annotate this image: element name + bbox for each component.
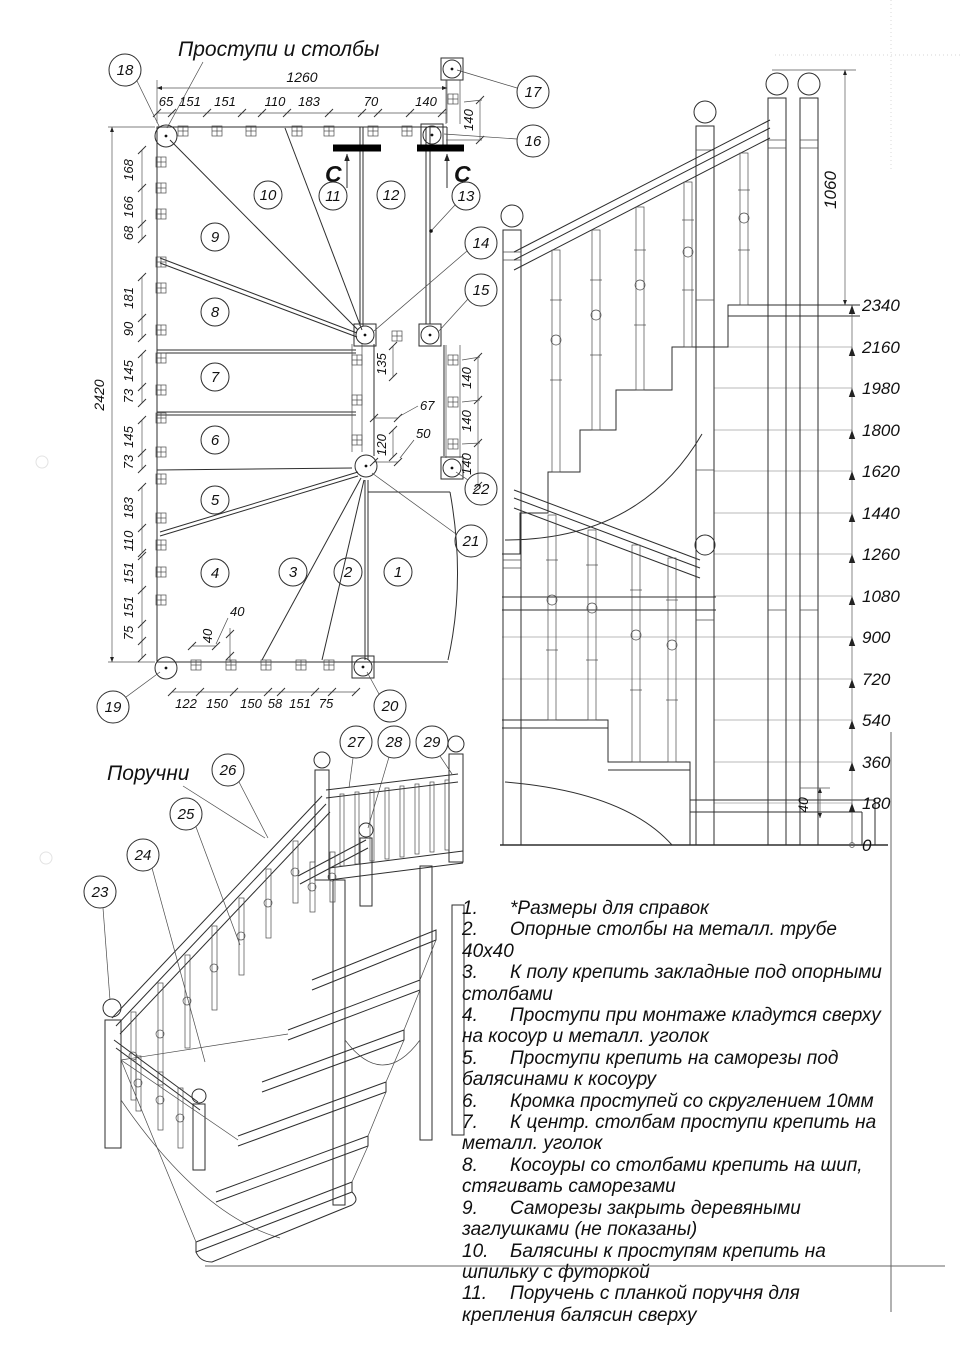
svg-text:23: 23 [91,884,109,901]
note-number: 9. [462,1197,478,1219]
note-text: К центр. столбам проступи крепить на металл. уголок [462,1112,877,1155]
center-post [694,101,716,845]
dim-label: 151 [214,94,236,109]
level-label: 180 [862,794,891,813]
elevation-view [500,70,900,855]
svg-text:18: 18 [116,62,134,79]
elevation-balusters [546,153,750,762]
note-number: 5. [462,1047,478,1069]
svg-text:22: 22 [472,481,490,498]
dim-label: 40 [200,628,215,644]
level-label: 1800 [862,421,900,440]
elevation-lower-steps [500,597,888,845]
level-label: 1980 [862,379,900,398]
step-number: 7 [210,369,220,386]
dim-left [91,127,155,662]
dim-label: 150 [206,696,228,711]
dim-label: 58 [267,696,283,711]
section-letter-right: С [454,161,471,187]
dim-label: 145 [121,426,136,448]
note-text: *Размеры для справок [510,898,710,919]
main-handrail [112,796,330,1034]
note-text: Кромка проступей со скруглением 10мм [510,1090,874,1112]
level-label: 2340 [862,296,900,315]
svg-text:21: 21 [462,533,480,550]
plan-title: Проступи и столбы [178,38,380,61]
note-item [462,1155,892,1198]
note-number: 2. [462,919,478,941]
svg-text:15: 15 [472,282,490,299]
svg-text:28: 28 [385,734,403,751]
note-text: Балясины к проступям крепить на шпильку с футоркой [462,1240,826,1283]
note-number: 10. [462,1240,489,1262]
note-item [462,1283,892,1326]
dim-label: 110 [264,94,286,109]
dim-label: 168 [121,159,136,181]
svg-text:26: 26 [219,762,237,779]
callout-27 [340,726,372,788]
elevation-handrails [514,120,770,578]
note-number: 3. [462,962,478,984]
step-number: 6 [210,432,220,449]
perspective-posts [103,736,464,1238]
note-item [462,1048,892,1091]
note-text: Косоуры со столбами крепить на шип, стягивать саморезами [462,1154,863,1198]
elevation-posts [501,73,820,845]
level-ladder [849,296,901,855]
svg-text:20: 20 [381,698,399,715]
step-number: 13 [457,188,475,205]
note-number: 8. [462,1154,478,1176]
note-text: Поручень с планкой поручня для крепления балясин сверху [462,1283,800,1326]
note-item [462,1005,892,1048]
perspective-view [84,726,464,1262]
note-text: Опорные столбы на металл. трубе 40х40 [462,919,837,962]
level-label: 900 [862,628,891,647]
dim-label: 151 [121,596,136,618]
callout-21 [372,473,487,557]
plan-view [91,38,549,723]
dim-label: 65 [158,94,174,109]
step-number: 5 [210,492,220,509]
svg-text:29: 29 [423,734,441,751]
note-text: Проступи крепить на саморезы под балясинами к косоуру [462,1047,839,1091]
svg-text:27: 27 [347,734,365,751]
section-marks [325,148,471,188]
dim-1260: 1260 [286,69,318,85]
svg-text:25: 25 [177,806,195,823]
dim-label: 151 [179,94,201,109]
step-number: 2 [343,564,353,581]
callout-22 [456,472,497,505]
step-number: 11 [325,188,341,205]
callout-24 [127,839,205,1062]
note-number: 1. [462,898,478,919]
dim-label: 166 [121,196,136,218]
dim-label: 183 [298,94,320,109]
dim-label: 50 [416,426,431,441]
dim-label: 68 [121,225,136,241]
step-number: 10 [259,187,277,204]
dim-label: 75 [121,625,136,641]
dim-label: 73 [121,454,136,470]
svg-text:19: 19 [104,699,122,716]
note-text: Проступи при монтаже кладутся сверху на косоур и металл. уголок [462,1005,881,1048]
level-label: 2160 [862,338,900,357]
dim-label: 73 [121,388,136,404]
callout-29 [416,726,452,774]
step-number: 9 [210,229,220,246]
svg-text:24: 24 [134,847,152,864]
note-item [462,1112,892,1155]
dim-label: 140 [459,367,474,389]
note-item [462,1241,892,1284]
dim-label: 150 [240,696,262,711]
note-number: 4. [462,1005,478,1027]
dim-label: 181 [121,287,136,309]
dim-label: 75 [318,696,334,711]
step-number: 4 [210,565,220,582]
note-number: 11. [462,1283,488,1305]
note-number: 6. [462,1090,478,1112]
step-number: 8 [210,304,220,321]
note-text: К полу крепить закладные под опорными столбами [462,962,882,1005]
callout-23 [84,876,116,1000]
mid-handrail [298,840,368,884]
callout-17 [457,70,549,108]
plan-outline [157,127,458,662]
dim-label: 151 [289,696,311,711]
step-number: 1 [393,564,403,581]
callout-15 [438,274,497,332]
note-item [462,962,892,1005]
dim-well [188,342,435,662]
level-label: 1080 [862,587,900,606]
callout-26 [212,754,268,838]
level-label: 0 [862,836,872,855]
callout-20 [367,672,406,722]
dim-label: 183 [121,497,136,519]
note-item [462,1091,892,1112]
note-item [462,898,892,919]
landing-post-2 [798,73,820,845]
svg-text:16: 16 [524,133,542,150]
dim-2420: 2420 [91,379,107,411]
dim-label: 122 [175,696,197,711]
dim-label: 140 [461,109,476,131]
dim-label: 67 [420,398,435,413]
dim-label: 140 [415,94,437,109]
dim-label: 140 [459,410,474,432]
perspective-title: Поручни [107,762,190,785]
dim-label: 140 [459,453,474,475]
svg-text:17: 17 [524,84,542,101]
callout-16 [444,125,549,157]
level-label: 720 [862,670,891,689]
svg-text:40: 40 [795,797,811,813]
dim-label: 120 [374,434,389,456]
note-item [462,1198,892,1241]
platform-handrail [326,774,463,880]
note-item [462,919,892,962]
svg-text:1060: 1060 [821,171,840,209]
note-text: Саморезы закрыть деревяными заглушками (не показаны) [462,1197,801,1241]
level-label: 360 [862,753,891,772]
perspective-steps [121,930,436,1262]
callout-19 [97,672,160,723]
level-label: 1620 [862,462,900,481]
landing-post-1 [766,73,788,845]
plan-posts [155,58,463,679]
dim-label: 40 [230,604,245,619]
plan-step-numbers [201,181,480,587]
callout-18 [109,54,160,128]
step-number: 12 [382,187,400,204]
dim-label: 145 [121,360,136,382]
dim-bottom [168,688,360,711]
dim-label: 110 [121,530,136,552]
dim-1060 [772,70,856,305]
notes-panel [462,898,892,1326]
level-label: 1440 [862,504,900,523]
section-letter-left: С [325,161,342,187]
dim-label: 90 [121,321,136,337]
step-number: 3 [288,564,298,581]
svg-text:14: 14 [472,235,490,252]
callout-25 [170,798,240,945]
dim-label: 135 [374,353,389,375]
level-label: 1260 [862,545,900,564]
plan-callouts [97,54,549,723]
callout-14 [374,227,497,331]
dim-label: 70 [363,94,379,109]
dim-label: 151 [121,562,136,584]
level-label: 540 [862,711,891,730]
note-number: 7. [462,1112,478,1134]
dim-top [153,69,447,123]
